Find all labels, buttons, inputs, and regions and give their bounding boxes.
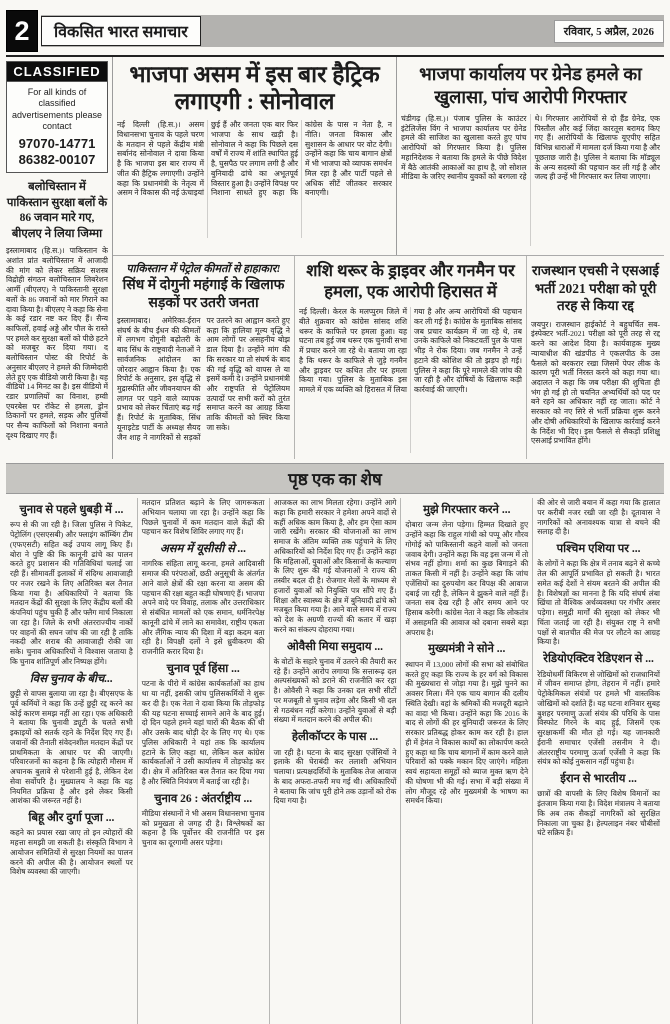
issue-date: रविवार, 5 अप्रैल, 2026 [554,20,664,43]
page-header [6,10,664,52]
classified-phones [7,134,107,172]
article-body-rajasthan: जयपुर। राजस्थान हाईकोर्ट ने बहुचर्चित सब-इंस्पेक्टर भर्ती-2021 परीक्षा को पूरी तरह से रद्द करने का आदेश दिया है। कार्यवाहक मुख्य न्यायाधीश की खंडपीठ ने एकलपीठ के उस फैसले को बरकरार रखा जिसमें पेपर लीक के कारण पूरी भर्ती निरस्त करने को कहा गया था। अदालत ने कहा कि जब परीक्षा की शुचिता ही भंग हो गई हो तो चयनित अभ्यर्थियों को पद पर बने रहने का अधिकार नहीं रह जाता। कोर्ट ने सरकार को नए सिरे से भर्ती प्रक्रिया शुरू करने और दोषी अधिकारियों के खिलाफ कार्रवाई करने के निर्देश भी दिए। इस फैसले से सैकड़ों प्रशिक्षु एसआई प्रभावित होंगे। [531,319,660,446]
continuation-headline: ओवैसी मिया समुदाय ... [286,640,384,653]
classified-text: For all kinds of classified advertisements please contact [11,87,103,131]
continuation-body: स्थापन में 13,000 लोगों की सभा को संबोधित करते हुए कहा कि राज्य के हर वर्ग को विकास की मुख्यधारा से जोड़ा गया है। मुझे चुनने का अवसर मिला। मैंने एक चाय बागान की दलीय स्थिति देखी। वहां के श्रमिकों की मजदूरी बढ़ाने का वादा भी किया। उन्होंने कहा कि 2016 के बाद से लोगों की हर बुनियादी जरूरत के लिए सरकार प्रतिबद्ध होकर काम कर रही है। हाल ही में हेमंत ने विकास कार्यों का लोकार्पण करते हुए कहा था कि चाय बागानों में काम करने वाले परिवारों को पक्के मकान दिए जाएंगे। महिला स्वयं सहायता समूहों को ब्याज मुक्त ऋण देने की घोषणा भी की गई। सभा में बड़ी संख्या में लोग मौजूद रहे और मुख्यमंत्री के भाषण का समर्थन किया। [405,659,529,806]
article-headline-tharoor: शशि थरूर के ड्राइवर और गनमैन पर हमला, एक आरोपी हिरासत में [306,261,515,301]
continuation-headline: मुख्यमंत्री ने सोने ... [428,643,506,656]
continuation-body: मीडिया संस्थानों ने भी असम विधानसभा चुनाव को प्रमुखता से जगह दी है। विश्लेषकों का कहना है कि पूर्वोत्तर की राजनीति पर इस चुनाव का दूरगामी असर पड़ेगा। [141,808,265,848]
continuation-body: के लोगों ने कहा कि क्षेत्र में तनाव बढ़ने से कच्चे तेल की आपूर्ति प्रभावित हो सकती है। भारत समेत कई देशों ने संयम बरतने की अपील की है। विशेषज्ञों का मानना है कि यदि संघर्ष लंबा खिंचा तो वैश्विक अर्थव्यवस्था पर गंभीर असर पड़ेगा। समुद्री मार्गों की सुरक्षा को लेकर भी चिंता जताई जा रही है। संयुक्त राष्ट्र ने सभी पक्षों से बातचीत की मेज पर लौटने का आग्रह किया है। [537,559,660,647]
main-content [6,57,664,459]
masthead-title: विकसित भारत समाचार [41,16,201,46]
article-kicker-sindh: पाकिस्तान में पेट्रोल कीमतों से हाहाकार! [126,263,281,275]
continuation-headline: पश्चिम एशिया पर ... [556,543,641,555]
page-number: 2 [6,10,38,52]
continuation-body: के वोटों के सहारे चुनाव में उतरने की तैयारी कर रहे हैं। उन्होंने आरोप लगाया कि सत्तारूढ़ दल अल्पसंख्यकों को डराने की राजनीति कर रहा है। ओवैसी ने कहा कि उनका दल सभी सीटों पर मजबूती से चुनाव लड़ेगा और किसी भी दल से गठबंधन नहीं करेगा। उन्होंने युवाओं से बड़ी संख्या में मतदान करने की अपील की। [273,656,397,725]
continuation-body: आजकल का लाभ मिलता रहेगा। उन्होंने आगे कहा कि हमारी सरकार ने हमेशा अपने वादों से कहीं अधिक काम किया है, और हम ऐसा काम जारी रखेंगे। सरकार की योजनाओं का लाभ समाज के अंतिम व्यक्ति तक पहुंचाने के लिए अधिकारियों को निर्देश दिए गए हैं। उन्होंने कहा कि महिलाओं, युवाओं और किसानों के कल्याण के लिए शुरू की गई योजनाओं ने राज्य की तस्वीर बदल दी है। रोजगार मेलों के माध्यम से हजारों युवाओं को नियुक्ति पत्र सौंपे गए हैं। शिक्षा और स्वास्थ्य के क्षेत्र में बुनियादी ढांचे को मजबूत किया गया है। आने वाले समय में राज्य को देश के अग्रणी राज्यों की कतार में खड़ा करने का संकल्प दोहराया गया। [273,498,397,634]
article-body-sonowal: नई दिल्ली (हि.स.)। असम विधानसभा चुनाव के पहले चरण के मतदान से पहले केंद्रीय मंत्री सर्बानंद सोनोवाल ने दावा किया है कि भाजपा इस बार राज्य में जीत की हैट्रिक लगाएगी। उन्होंने कहा कि प्रधानमंत्री के नेतृत्व में असम ने विकास की नई ऊंचाइयां छुई हैं और जनता एक बार फिर भाजपा के साथ खड़ी है। सोनोवाल ने कहा कि पिछले दस वर्षों में राज्य में शांति स्थापित हुई है, घुसपैठ पर लगाम लगी है और बुनियादी ढांचे का अभूतपूर्व विस्तार हुआ है। उन्होंने विपक्ष पर निशाना साधते हुए कहा कि कांग्रेस के पास न नेता है, न नीति। जनता विकास और सुशासन के आधार पर वोट देगी। उन्होंने कहा कि चाय बागान क्षेत्रों में भी भाजपा को व्यापक समर्थन मिल रहा है और पार्टी पहले से अधिक सीटें जीतकर सरकार बनाएगी। [117,120,392,198]
continuation-body: नागरिक संहिता लागू करना, हमले आदिवासी समाज की परंपराओं, छठी अनुसूची के अंतर्गत आने वाले क्षेत्रों की रक्षा करना या असम की पहचान की रक्षा बहुत कड़ी घोषणाएं हैं। भाजपा अपने वादे पर विवाह, तलाक और उत्तराधिकार से संबंधित मामलों को एक समान, धर्मनिरपेक्ष कानूनी ढांचे में लाने का समावेश, राष्ट्रीय एकता और लैंगिक न्याय की दिशा में बड़ा कदम बता रही है। विपक्षी दलों ने इसे ध्रुवीकरण की राजनीति करार दिया है। [141,559,265,657]
classified-title: CLASSIFIED [7,62,107,82]
article-sindh [113,256,295,459]
continuation-body: जा रही है। घटना के बाद सुरक्षा एजेंसियों ने इलाके की घेराबंदी कर तलाशी अभियान चलाया। प्रत्यक्षदर्शियों के मुताबिक तेज आवाज के बाद अफरा-तफरी मच गई थी। अधिकारियों ने बताया कि जांच पूरी होने तक उड़ानों को रोक दिया गया है। [273,747,397,806]
article-rajasthan [527,256,664,459]
continuation-headline: मुझे गिरफ्तार करने ... [423,504,511,516]
continuation-headline: चुनाव से पहले धुबड़ी में ... [19,504,124,516]
article-sonowal [113,57,397,255]
continuation-columns [6,498,664,1024]
middle-article-row [113,255,664,459]
continuation-body: छुट्टी से वापस बुलाया जा रहा है। बीएसएफ के पूर्व कर्मियों ने कहा कि उन्हें छुट्टी रद्द करने का कोई कारण समझ नहीं आ रहा। एक अधिकारी ने बताया कि चुनावी ड्यूटी के चलते सभी इकाइयों को सतर्क रहने के निर्देश दिए गए हैं। जवानों की तैनाती संवेदनशील मतदान केंद्रों पर प्राथमिकता के आधार पर की जाएगी। परिवारजनों का कहना है कि त्योहारी मौसम में अचानक बुलावे से परेशानी हुई है, लेकिन देश सेवा सर्वोपरि है। मुख्यालय ने कहा कि यह नियमित प्रक्रिया है और इसे लेकर किसी आशंका की जरूरत नहीं है। [10,689,133,806]
continuation-body: पटना के पीरो में कांग्रेस कार्यकर्ताओं का हाथ था या नहीं, इसकी जांच पुलिसकर्मियों ने शुरू कर दी है। एक नेता ने दावा किया कि तोड़फोड़ की यह घटना सच्चाई सामने आने के बाद हुई। दो दिन पहले हमने यहां चारों की बैठक की थी और उसके बाद थोड़ी देर के लिए गए थे। एक पुलिस अधिकारी ने यहां तक कि कार्यालय हटाने के लिए कहा था, लेकिन कल कांग्रेस कार्यकर्ताओं ने उसी कार्यालय में तोड़फोड़ कर दी। क्षेत्र में अतिरिक्त बल तैनात कर दिया गया है और स्थिति नियंत्रण में बताई जा रही है। [141,679,265,786]
continuation-body: छात्रों की वापसी के लिए विशेष विमानों का इंतजाम किया गया है। विदेश मंत्रालय ने बताया कि अब तक सैकड़ों नागरिकों को सुरक्षित निकाला जा चुका है। हेल्पलाइन नंबर चौबीसों घंटे सक्रिय हैं। [537,789,660,838]
left-rail [6,57,113,459]
article-headline-sonowal: भाजपा असम में इस बार हैट्रिक लगाएगी : सोनोवाल [129,62,380,115]
article-body-tharoor: नई दिल्ली। केरल के मलप्पुरम जिले में बीते शुक्रवार को कांग्रेस सांसद शशि थरूर के काफिले पर हमला हुआ। यह घटना तब हुई जब थरूर एक चुनावी सभा में प्रचार करने जा रहे थे। बताया जा रहा है कि थरूर के काफिले से जुड़े गनमैन और ड्राइवर पर कथित तौर पर हमला किया गया। पुलिस के मुताबिक इस मामले में एक व्यक्ति को हिरासत में लिया गया है और अन्य आरोपियों की पहचान कर ली गई है। कांग्रेस के मुताबिक सांसद जब प्रचार कार्यक्रम में जा रहे थे, तब उनके काफिले को निकटवर्ती पुल के पास भीड़ ने रोक दिया। जब गनमैन ने उन्हें हटाने की कोशिश की तो झड़प हो गई। पुलिस ने कहा कि पूरे मामले की जांच की जा रही है और दोषियों के खिलाफ कड़ी कार्रवाई की जाएगी। [299,307,522,394]
continuation-headline: चुनाव पूर्व हिंसा ... [166,662,240,675]
continuation-headline: बिहू और दुर्गा पूजा ... [28,812,115,824]
continuation-headline: चुनाव 26 : अंतर्राष्ट्रीय ... [154,792,253,805]
continuation-body: रेडियोधर्मी विकिरण से जोखिमों को राजधानियों में जीवन समाप्त होगा, तेहरान में नहीं। हमारे पेट्रोकेमिकल संयंत्रों पर हमले भी वास्तविक जोखिमों को दर्शाते हैं। यह घटना शनिवार सुबह बुशहर परमाणु ऊर्जा संयंत्र की परिधि के पास विस्फोट गिरने के बाद हुई, जिसमें एक सुरक्षाकर्मी की मौत हो गई। यह जानकारी ईरानी समाचार एजेंसी तसनीम ने दी। अंतरराष्ट्रीय परमाणु ऊर्जा एजेंसी ने कहा कि संयंत्र को कोई नुकसान नहीं पहुंचा है। [537,669,660,767]
continuation-body: दोबारा जन्म लेना पड़ेगा। हिम्मत दिखाते हुए उन्होंने कहा कि राहुल गांधी को पप्पू और गौरव गोगोई को पाकिस्तानी कहने वालों को जनता जवाब देगी। उन्होंने कहा कि वह इस जन्म में तो संभव नहीं होगा। शर्मा का कुछ बिगाड़ने की ताकत किसी में नहीं है। उन्होंने कहा कि जांच एजेंसियों का दुरुपयोग कर विपक्ष की आवाज दबाई जा रही है, लेकिन वे झुकने वाले नहीं हैं। जनता सब देख रही है और समय आने पर हिसाब करेगी। कांग्रेस नेता ने कहा कि लोकतंत्र में असहमति की आवाज को दबाना सबसे बड़ा अपराध है। [405,520,529,637]
continuation-column [6,498,138,1024]
classified-ad-box [6,61,108,173]
continuation-body: रूप से की जा रही है। जिला पुलिस ने पिकेट, पेट्रोलिंग (एसएसबी) और फ्लाइंग कॉम्बिंग टीम (एफएसटी) सहित कई उपाय लागू किए हैं। बोरा ने पुष्टि की कि कानूनी ढांचे का पालन करते हुए प्रशासन की गतिविधियां चलाई जा रही हैं। सीमावर्ती इलाकों में संदिग्ध आवाजाही पर नजर रखने के लिए अतिरिक्त बल तैनात किया गया है। अधिकारियों ने बताया कि मतदान केंद्रों की सुरक्षा के लिए केंद्रीय बलों की कंपनियां पहुंच चुकी हैं और फ्लैग मार्च निकाला जा रहा है। जिले के सभी अंतरराज्यीय नाकों पर वाहनों की सघन जांच की जा रही है ताकि नकदी और शराब की आवाजाही रोकी जा सके। चुनाव अधिकारियों ने विश्वास जताया है कि चुनाव शांतिपूर्ण और निष्पक्ष होंगे। [10,520,133,666]
continuation-headline: असम में यूसीसी से ... [160,543,247,555]
continuation-headline: विस चुनाव के बीच... [29,672,113,685]
classified-phone-2: 86382-00107 [18,151,96,167]
article-body-grenade: चंडीगढ़ (हि.स.)। पंजाब पुलिस के काउंटर इंटेलिजेंस विंग ने भाजपा कार्यालय पर ग्रेनेड हमले की साजिश का खुलासा करते हुए पांच आरोपियों को गिरफ्तार किया है। पुलिस महानिदेशक ने बताया कि हमले के पीछे विदेश में बैठे आतंकी आकाओं का हाथ है, जो सोशल मीडिया के जरिए स्थानीय युवकों को बरगला रहे थे। गिरफ्तार आरोपियों से दो हैंड ग्रेनेड, एक पिस्तौल और कई जिंदा कारतूस बरामद किए गए हैं। आरोपियों के खिलाफ यूएपीए सहित विभिन्न धाराओं में मामला दर्ज किया गया है और पूछताछ जारी है। पुलिस ने बताया कि मॉड्यूल के अन्य सदस्यों की पहचान कर ली गई है और जल्द ही उन्हें भी गिरफ्तार कर लिया जाएगा। [401,114,660,182]
continuation-band-title: पृष्ठ एक का शेष [6,463,664,494]
header-bar [41,10,664,52]
article-headline-balochistan: बलोचिस्तान में पाकिस्तान सुरक्षा बलों के 86 जवान मारे गए, बीएलए ने लिया जिम्मा [6,181,108,240]
continuation-column [138,498,270,1024]
continuation-headline: ईरान से भारतीय ... [560,773,637,785]
article-grenade [397,57,664,255]
article-tharoor [295,256,527,459]
article-body-sindh: इस्लामाबाद। अमेरिका-ईरान संघर्ष के बीच ईंधन की कीमतों में लगभग दोगुनी बढ़ोतरी के बाद सिंध के राष्ट्रवादी नेताओं ने सार्वजनिक आंदोलन का जोरदार आह्वान किया है। एक रिपोर्ट के अनुसार, इस वृद्धि से मुद्रास्फीति और जीवनयापन की लागत पर पड़ने वाले व्यापक प्रभाव को लेकर चिंताएं बढ़ गई हैं। रिपोर्ट के मुताबिक, सिंध यूनाइटेड पार्टी के अध्यक्ष सैयद जैन शाह ने नागरिकों से सड़कों पर उतरने का आह्वान करते हुए कहा कि हालिया मूल्य वृद्धि ने आम लोगों पर असहनीय बोझ डाल दिया है। उन्होंने मांग की कि सरकार या तो संघर्ष के बाद की गई वृद्धि को वापस ले या इसमें कमी दे। उन्होंने प्रधानमंत्री और राष्ट्रपति से पेट्रोलियम उत्पादों पर सभी करों को तुरंत समाप्त करने का आग्रह किया ताकि कीमतों को स्थिर किया जा सके। [117,316,290,442]
continuation-body: की ओर से जारी बयान में कहा गया कि हालात पर करीबी नजर रखी जा रही है। दूतावास ने नागरिकों को अनावश्यक यात्रा से बचने की सलाह दी है। [537,498,660,537]
article-body-balochistan: इस्लामाबाद (हि.स.)। पाकिस्तान के अशांत प्रांत बलोचिस्तान में आजादी की मांग को लेकर सक्रिय सशस्त्र विद्रोही संगठन बलोचिस्तान लिबरेशन आर्मी (बीएलए) ने पाकिस्तानी सुरक्षा बलों के 86 जवानों को मार गिराने का दावा किया है। बीएलए ने कहा कि सेना के कई रडार नष्ट कर दिए हैं। सैन्य काफिलों, हवाई अड्डे और पौल के रास्ते पर हमले कर सुरक्षा बलों को पीछे हटने को मजबूर कर दिया गया। द बलोचिस्तान पोस्ट की रिपोर्ट के अनुसार बीएलए ने हमले की जिम्मेदारी लेते हुए एक वीडियो जारी किया है। यह वीडियो 14 मिनट का है। इस वीडियो में रडार प्रणालियों का विनाश, हम्वी एयरबेस पर रॉकेट से हमला, ड्रोन ठिकानों पर हमले, सड़क और पुलियों पर सैन्य काफिलों को निशाना बनाते दृश्य दिखाए गए हैं। [6,246,108,440]
article-headline-sindh: सिंध में दोगुनी महंगाई के खिलाफ सड़कों पर उतरी जनता [122,278,285,311]
top-article-row [113,57,664,255]
continuation-body: कहने का प्रयास रखा जाए तो इन त्योहारों की महत्ता समझी जा सकती है। संस्कृति विभाग ने आयोजन समितियों से सुरक्षा नियमों का पालन करने की अपील की है। आयोजन स्थलों पर विशेष व्यवस्था की जाएगी। [10,828,133,877]
continuation-headline: हेलीकॉप्टर के पास ... [291,731,379,744]
continuation-headline: रेडियोएक्टिव रेडिएशन से ... [543,653,654,666]
continuation-column [270,498,402,1024]
classified-phone-1: 97070-14771 [18,136,96,151]
right-zone [113,57,664,459]
continuation-column [401,498,533,1024]
article-headline-rajasthan: राजस्थान एचसी ने एसआई भर्ती 2021 परीक्षा को पूरी तरह से किया रद्द [532,263,659,314]
continuation-body: मतदान प्रतिशत बढ़ाने के लिए जागरूकता अभियान चलाया जा रहा है। उन्होंने कहा कि पिछले चुनावों में कम मतदान वाले केंद्रों की पहचान कर विशेष शिविर लगाए गए हैं। [141,498,265,537]
continuation-column [533,498,664,1024]
article-headline-grenade: भाजपा कार्यालय पर ग्रेनेड हमले का खुलासा, पांच आरोपी गिरफ्तार [419,64,642,107]
